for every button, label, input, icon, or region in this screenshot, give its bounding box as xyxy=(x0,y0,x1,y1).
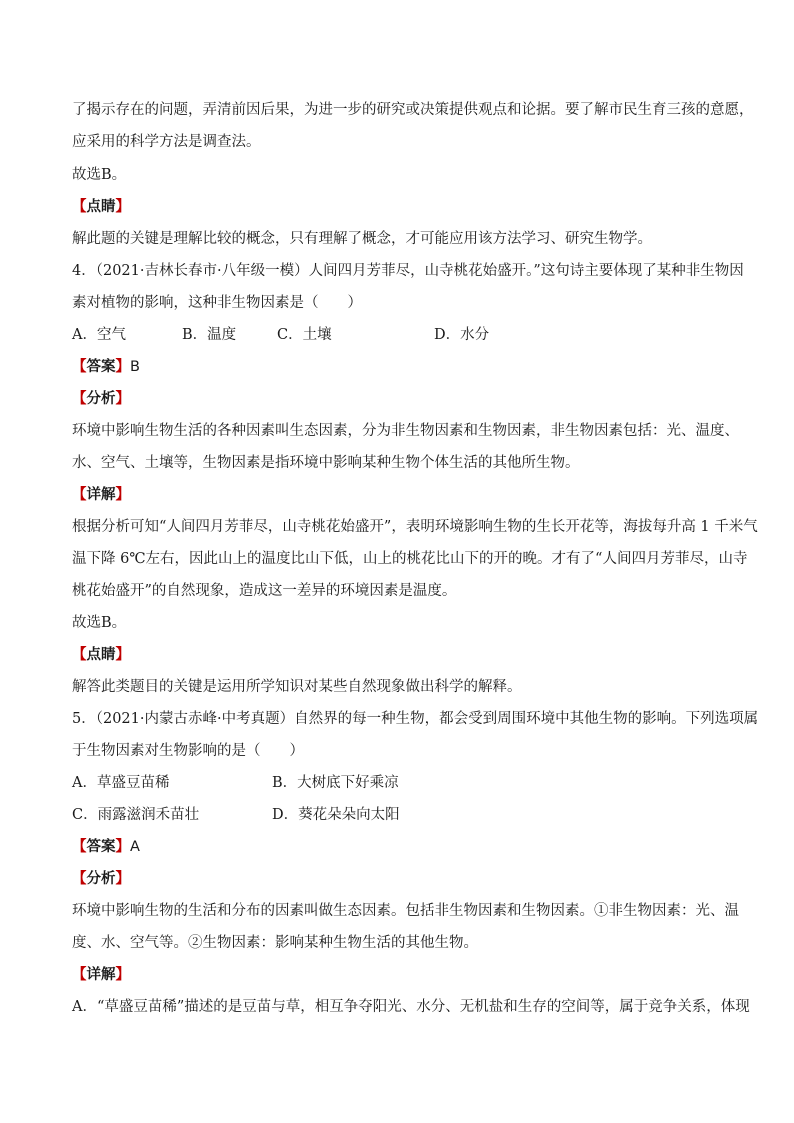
question-5-line-2: 于生物因素对生物影响的是（ ） xyxy=(72,743,304,759)
bracket-open: 【 xyxy=(72,839,87,855)
bracket-close: 】 xyxy=(115,199,130,215)
bracket-close: 】 xyxy=(115,839,130,855)
bracket-open: 【 xyxy=(72,359,87,375)
bracket-open: 【 xyxy=(72,871,87,887)
paragraph-line: 环境中影响生物的生活和分布的因素叫做生态因素。包括非生物因素和生物因素。①非生物因素：光、温 xyxy=(72,903,739,919)
section-heading-dianjing xyxy=(72,645,130,665)
choice-conclusion: 故选B。 xyxy=(72,167,127,183)
heading-label: 点睛 xyxy=(86,199,116,215)
section-heading-xiangjie xyxy=(72,485,130,505)
paragraph-line: 度、水、空气等。②生物因素：影响某种生物生活的其他生物。 xyxy=(72,935,478,951)
question-5-options-row-2 xyxy=(72,805,726,825)
bracket-close: 】 xyxy=(115,487,130,503)
bracket-open: 【 xyxy=(72,967,87,983)
paragraph-line: 环境中影响生物生活的各种因素叫生态因素，分为非生物因素和生物因素，非生物因素包括：光、温度、 xyxy=(72,423,739,439)
bracket-open: 【 xyxy=(72,199,87,215)
question-5-line-1 xyxy=(72,709,758,729)
option-d: D．葵花朵朵向太阳 xyxy=(272,807,400,823)
section-heading-xiangjie xyxy=(72,965,130,985)
option-a: A．空气 xyxy=(72,327,126,343)
paragraph-line: 了揭示存在的问题，弄清前因后果，为进一步的研究或决策提供观点和论据。要了解市民生育三孩的意愿， xyxy=(72,102,754,118)
question-number: 5． xyxy=(72,711,96,727)
question-source: （2021·吉林长春市·八年级一模） xyxy=(95,263,309,279)
heading-label: 分析 xyxy=(86,391,116,407)
heading-label: 详解 xyxy=(86,487,116,503)
section-heading-fenxi xyxy=(72,869,130,889)
paragraph-line: A．“草盛豆苗稀”描述的是豆苗与草，相互争夺阳光、水分、无机盐和生存的空间等，属于竞争关系，体现 xyxy=(72,999,750,1015)
heading-label: 分析 xyxy=(86,871,116,887)
bracket-close: 】 xyxy=(115,967,130,983)
answer-value: B xyxy=(130,359,140,375)
question-4-options xyxy=(72,325,726,345)
option-a: A．草盛豆苗稀 xyxy=(72,775,170,791)
heading-label: 答案 xyxy=(86,359,116,375)
section-heading-fenxi xyxy=(72,389,130,409)
paragraph-line: 温下降 6℃左右，因此山上的温度比山下低，山上的桃花比山下的开的晚。才有了“人间四月芳菲尽，山寺 xyxy=(72,551,748,567)
option-b: B．温度 xyxy=(182,327,237,343)
heading-label: 详解 xyxy=(86,967,116,983)
bracket-close: 】 xyxy=(115,391,130,407)
section-heading-answer xyxy=(72,357,140,377)
choice-conclusion: 故选B。 xyxy=(72,615,127,631)
paragraph-line: 根据分析可知“人间四月芳菲尽，山寺桃花始盛开”，表明环境影响生物的生长开花等，海拔每升高 1 千米气 xyxy=(72,519,758,535)
paragraph-line: 应采用的科学方法是调查法。 xyxy=(72,134,261,150)
bracket-close: 】 xyxy=(115,359,130,375)
section-heading-answer xyxy=(72,837,140,857)
heading-label: 答案 xyxy=(86,839,116,855)
question-4-line-1 xyxy=(72,261,744,281)
question-4-line-2: 素对植物的影响，这种非生物因素是（ ） xyxy=(72,295,362,311)
paragraph-line: 解此题的关键是理解比较的概念，只有理解了概念，才可能应用该方法学习、研究生物学。 xyxy=(72,231,652,247)
section-heading-dianjing xyxy=(72,197,130,217)
question-text: 人间四月芳菲尽，山寺桃花始盛开。”这句诗主要体现了某种非生物因 xyxy=(308,263,744,279)
bracket-open: 【 xyxy=(72,647,87,663)
option-b: B．大树底下好乘凉 xyxy=(272,775,399,791)
question-text: 自然界的每一种生物，都会受到周围环境中其他生物的影响。下列选项属 xyxy=(294,711,759,727)
question-5-options-row-1 xyxy=(72,773,726,793)
bracket-open: 【 xyxy=(72,391,87,407)
answer-value: A xyxy=(130,839,140,855)
paragraph-line: 桃花始盛开”的自然现象，造成这一差异的环境因素是温度。 xyxy=(72,583,457,599)
bracket-open: 【 xyxy=(72,487,87,503)
question-source: （2021·内蒙古赤峰·中考真题） xyxy=(95,711,295,727)
paragraph-line: 水、空气、土壤等，生物因素是指环境中影响某种生物个体生活的其他所生物。 xyxy=(72,455,580,471)
bracket-close: 】 xyxy=(115,871,130,887)
option-c: C．雨露滋润禾苗壮 xyxy=(72,807,200,823)
bracket-close: 】 xyxy=(115,647,130,663)
heading-label: 点睛 xyxy=(86,647,116,663)
option-c: C．土壤 xyxy=(277,327,332,343)
option-d: D．水分 xyxy=(434,327,490,343)
paragraph-line: 解答此类题目的关键是运用所学知识对某些自然现象做出科学的解释。 xyxy=(72,679,522,695)
question-number: 4． xyxy=(72,263,96,279)
